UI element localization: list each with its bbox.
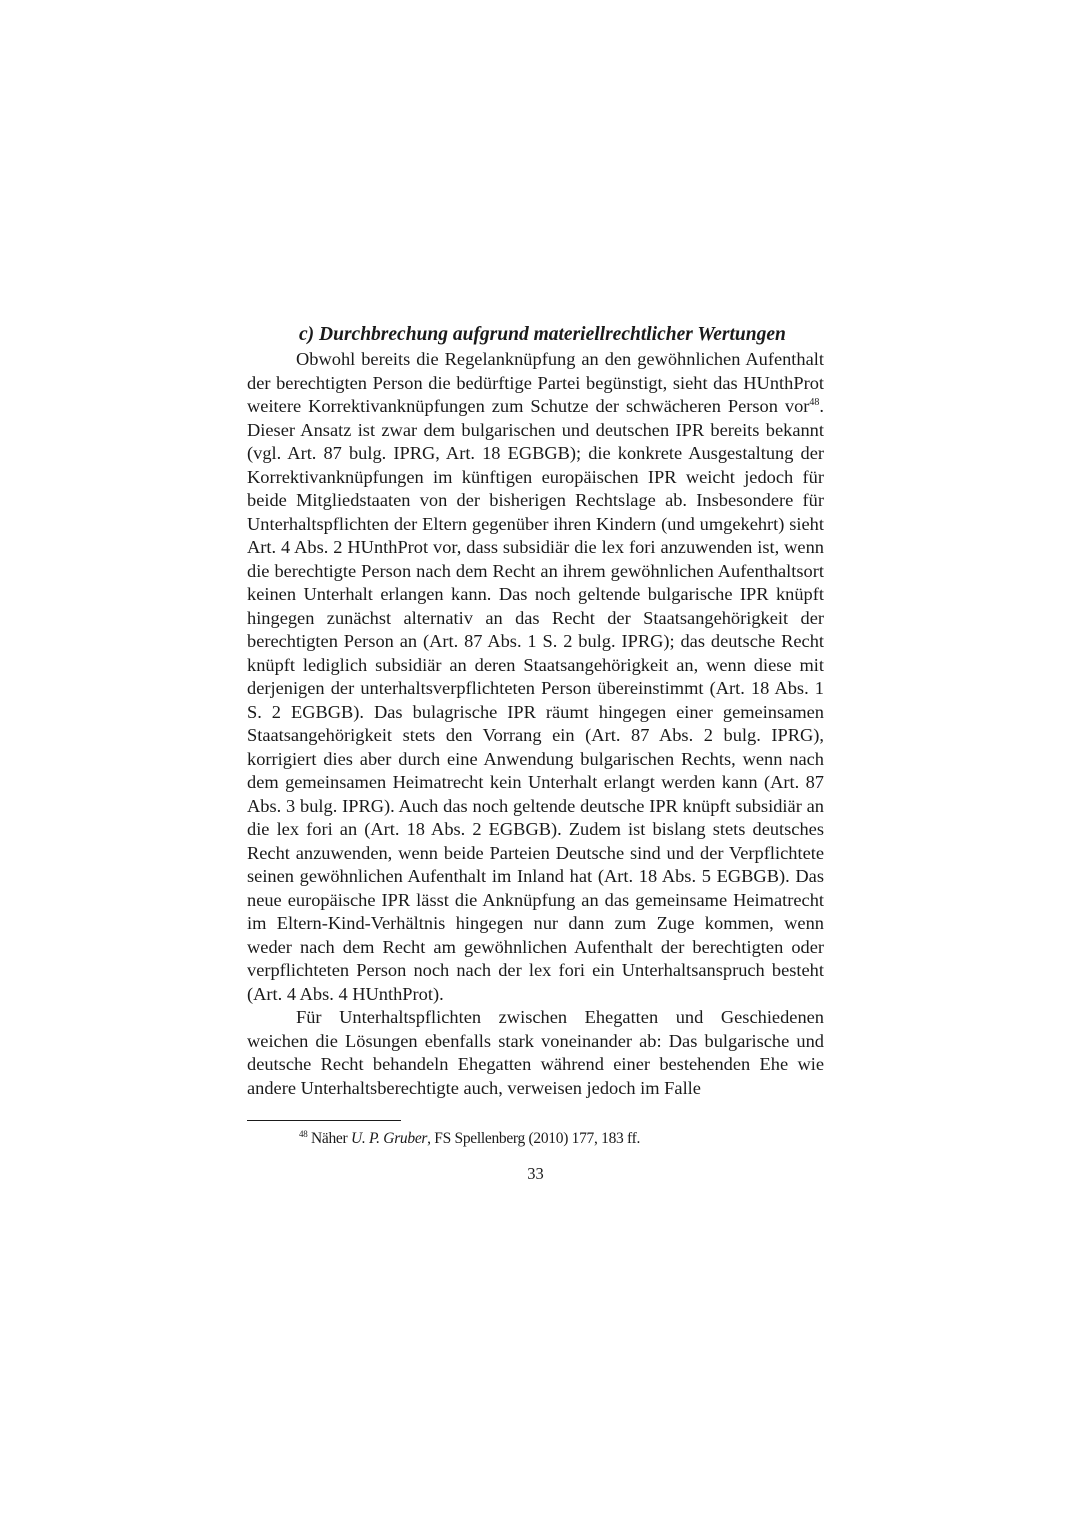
body-text <box>247 348 824 1100</box>
section-heading: c) Durchbrechung aufgrund materiellrechtlicher Wertungen <box>299 324 786 345</box>
paragraph-1-text-after: . Dieser Ansatz ist zwar dem bulgarischen und deutschen IPR bereits bekannt (vgl. Art. 87 bulg. IPRG, Art. 18 EGBGB); die konkrete Ausgestaltung der Korrektivanknüpfungen im künftigen europäischen IPR weicht jedoch für beide Mitgliedstaaten von der bisherigen Rechtslage ab. Insbesondere für Unterhaltspflichten der Eltern gegenüber ihren Kindern (und umgekehrt) sieht Art. 4 Abs. 2 HUnthProt vor, dass subsidiär die lex fori anzuwenden ist, wenn die berechtigte Person nach dem Recht an ihrem gewöhnlichen Aufenthaltsort keinen Unterhalt erlangen kann. Das noch geltende bulgarische IPR knüpft hingegen zunächst alternativ an das Recht der Staatsangehörigkeit der berechtigten Person an (Art. 87 Abs. 1 S. 2 bulg. IPRG); das deutsche Recht knüpft lediglich subsidiär an deren Staatsangehörigkeit an, wenn diese mit derjenigen der unterhaltsverpflichteten Person übereinstimmt (Art. 18 Abs. 1 S. 2 EGBGB). Das bulagrische IPR räumt hingegen einer gemeinsamen Staatsangehörigkeit stets den Vorrang ein (Art. 87 Abs. 2 bulg. IPRG), korrigiert dies aber durch eine Anwendung bulgarischen Rechts, wenn nach dem gemeinsamen Heimatrecht kein Unterhalt erlangt werden kann (Art. 87 Abs. 3 bulg. IPRG). Auch das noch geltende deutsche IPR knüpft subsidiär an die lex fori an (Art. 18 Abs. 2 EGBGB). Zudem ist bislang stets deutsches Recht anzuwenden, wenn beide Parteien Deutsche sind und der Verpflichtete seinen gewöhnlichen Aufenthalt im Inland hat (Art. 18 Abs. 5 EGBGB). Das neue europäische IPR lässt die Anknüpfung an das gemeinsame Heimatrecht im Eltern-Kind-Verhältnis hingegen nur dann zum Zuge kommen, wenn weder nach dem Recht am gewöhnlichen Aufenthalt der berechtigten oder verpflichteten Person noch nach der lex fori ein Unterhaltsanspruch besteht (Art. 4 Abs. 4 HUnthProt). <box>247 396 824 1004</box>
page-number: 33 <box>527 1164 544 1183</box>
book-page <box>247 322 824 1184</box>
footnote-divider <box>247 1120 401 1121</box>
paragraph-2: Für Unterhaltspflichten zwischen Ehegatten und Geschiedenen weichen die Lösungen ebenfalls stark voneinander ab: Das bulgarische und deutsche Recht behandeln Ehegatten während einer bestehenden Ehe wie andere Unterhaltsberechtigte auch, verweisen jedoch im Falle <box>247 1007 824 1098</box>
footnote <box>247 1129 824 1149</box>
footnote-citation: , FS Spellenberg (2010) 177, 183 ff. <box>427 1130 641 1147</box>
footnote-reference[interactable]: 48 <box>809 396 820 408</box>
footnote-author: U. P. Gruber <box>350 1130 428 1147</box>
footnote-number: 48 <box>299 1128 308 1139</box>
footnote-prefix: Näher <box>310 1130 351 1147</box>
paragraph-1-text-before: Obwohl bereits die Regelanknüpfung an den gewöhnlichen Aufenthalt der berechtigten Person die bedürftige Partei begünstigt, sieht das HUnthProt weitere Korrektivanknüpfungen zum Schutze der schwächeren Person vor <box>247 349 824 416</box>
paragraph-1 <box>247 348 824 1006</box>
